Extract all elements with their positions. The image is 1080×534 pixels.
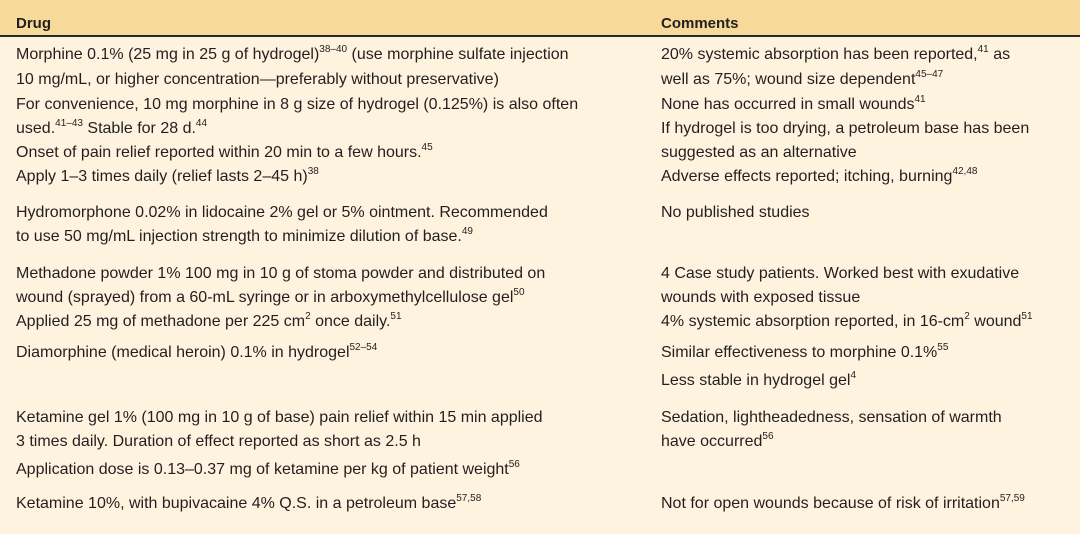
cell-text: None has occurred in small wounds <box>661 96 915 113</box>
cell-text: as <box>988 46 1011 63</box>
comment-line <box>661 371 856 391</box>
comment-line <box>661 203 810 223</box>
citation-ref: 4 <box>850 370 857 381</box>
comment-line <box>661 95 926 115</box>
header-rule <box>0 35 1080 37</box>
cell-text: Methadone powder 1% 100 mg in 10 g of stoma powder and distributed on <box>16 265 546 282</box>
citation-ref: 38 <box>307 166 319 177</box>
cell-text: Apply 1–3 times daily (relief lasts 2–45 h) <box>16 168 308 185</box>
cell-text: Not for open wounds because of risk of irritation <box>661 495 1000 512</box>
citation-ref: 41 <box>977 44 989 55</box>
comment-line <box>661 70 943 90</box>
comment-line <box>661 408 1002 428</box>
drug-line <box>16 167 319 187</box>
cell-text: For convenience, 10 mg morphine in 8 g size of hydrogel (0.125%) is also often <box>16 96 579 113</box>
cell-text: wound <box>969 313 1022 330</box>
cell-text: Stable for 28 d. <box>82 120 196 137</box>
drug-line <box>16 312 402 332</box>
cell-text: No published studies <box>661 204 810 221</box>
cell-text: suggested as an alternative <box>661 144 857 161</box>
cell-text: well as 75%; wound size dependent <box>661 71 916 88</box>
drug-line <box>16 119 207 139</box>
citation-ref: 41 <box>914 94 926 105</box>
citation-ref: 44 <box>195 118 208 129</box>
comment-line <box>661 143 857 163</box>
comment-line <box>661 264 1019 284</box>
drug-line <box>16 70 499 90</box>
comment-line <box>661 343 948 363</box>
comment-line <box>661 119 1029 139</box>
cell-text: Applied 25 mg of methadone per 225 cm <box>16 313 306 330</box>
comment-line <box>661 288 860 308</box>
cell-text: Morphine 0.1% (25 mg in 25 g of hydrogel) <box>16 46 320 63</box>
citation-ref: 2 <box>964 311 970 322</box>
cell-text: If hydrogel is too drying, a petroleum base has been <box>661 120 1030 137</box>
cell-text: wounds with exposed tissue <box>661 289 861 306</box>
citation-ref: 2 <box>305 311 311 322</box>
cell-text: once daily. <box>310 313 391 330</box>
drug-line <box>16 227 473 247</box>
citation-ref: 49 <box>461 226 473 237</box>
header-comments: Comments <box>661 15 739 32</box>
citation-ref: 45 <box>421 142 433 153</box>
drug-line <box>16 343 377 363</box>
citation-ref: 42,48 <box>952 166 978 177</box>
drug-line <box>16 143 433 163</box>
cell-text: 20% systemic absorption has been reported, <box>661 46 978 63</box>
cell-text: Diamorphine (medical heroin) 0.1% in hydrogel <box>16 344 350 361</box>
citation-ref: 50 <box>513 287 525 298</box>
table-header <box>0 0 1080 35</box>
cell-text: Similar effectiveness to morphine 0.1% <box>661 344 938 361</box>
drug-line <box>16 432 421 452</box>
cell-text: (use morphine sulfate injection <box>347 46 569 63</box>
drug-line <box>16 408 543 428</box>
drug-line <box>16 264 545 284</box>
cell-text: used. <box>16 120 56 137</box>
cell-text: Ketamine gel 1% (100 mg in 10 g of base) pain relief within 15 min applied <box>16 409 543 426</box>
cell-text: to use 50 mg/mL injection strength to minimize dilution of base. <box>16 228 462 245</box>
citation-ref: 52–54 <box>349 342 378 353</box>
drug-line <box>16 45 569 65</box>
header-drug: Drug <box>16 15 51 32</box>
cell-text: Adverse effects reported; itching, burning <box>661 168 953 185</box>
comment-line <box>661 494 1025 514</box>
citation-ref: 38–40 <box>319 44 348 55</box>
citation-ref: 56 <box>508 459 520 470</box>
citation-ref: 41–43 <box>55 118 83 129</box>
citation-ref: 51 <box>1021 311 1033 322</box>
comment-line <box>661 432 774 452</box>
drug-line <box>16 494 481 514</box>
cell-text: Less stable in hydrogel gel <box>661 372 851 389</box>
drug-line <box>16 95 578 115</box>
comment-line <box>661 45 1010 65</box>
cell-text: 10 mg/mL, or higher concentration—preferably without preservative) <box>16 71 499 88</box>
drug-line <box>16 288 525 308</box>
cell-text: have occurred <box>661 433 763 450</box>
comment-line <box>661 312 1033 332</box>
cell-text: Onset of pain relief reported within 20 min to a few hours. <box>16 144 422 161</box>
cell-text: Sedation, lightheadedness, sensation of warmth <box>661 409 1002 426</box>
cell-text: Application dose is 0.13–0.37 mg of ketamine per kg of patient weight <box>16 461 509 478</box>
cell-text: wound (sprayed) from a 60-mL syringe or in arboxymethylcellulose gel <box>16 289 514 306</box>
drug-line <box>16 460 520 480</box>
cell-text: 4% systemic absorption reported, in 16-cm <box>661 313 965 330</box>
cell-text: Ketamine 10%, with bupivacaine 4% Q.S. in a petroleum base <box>16 495 457 512</box>
cell-text: 3 times daily. Duration of effect reported as short as 2.5 h <box>16 433 421 450</box>
citation-ref: 45–47 <box>915 69 944 80</box>
citation-ref: 55 <box>937 342 949 353</box>
comment-line <box>661 167 977 187</box>
citation-ref: 57,59 <box>999 493 1025 504</box>
cell-text: Hydromorphone 0.02% in lidocaine 2% gel or 5% ointment. Recommended <box>16 204 548 221</box>
cell-text: 4 Case study patients. Worked best with exudative <box>661 265 1020 282</box>
citation-ref: 51 <box>390 311 402 322</box>
drug-line <box>16 203 548 223</box>
citation-ref: 56 <box>762 431 774 442</box>
citation-ref: 57,58 <box>456 493 482 504</box>
